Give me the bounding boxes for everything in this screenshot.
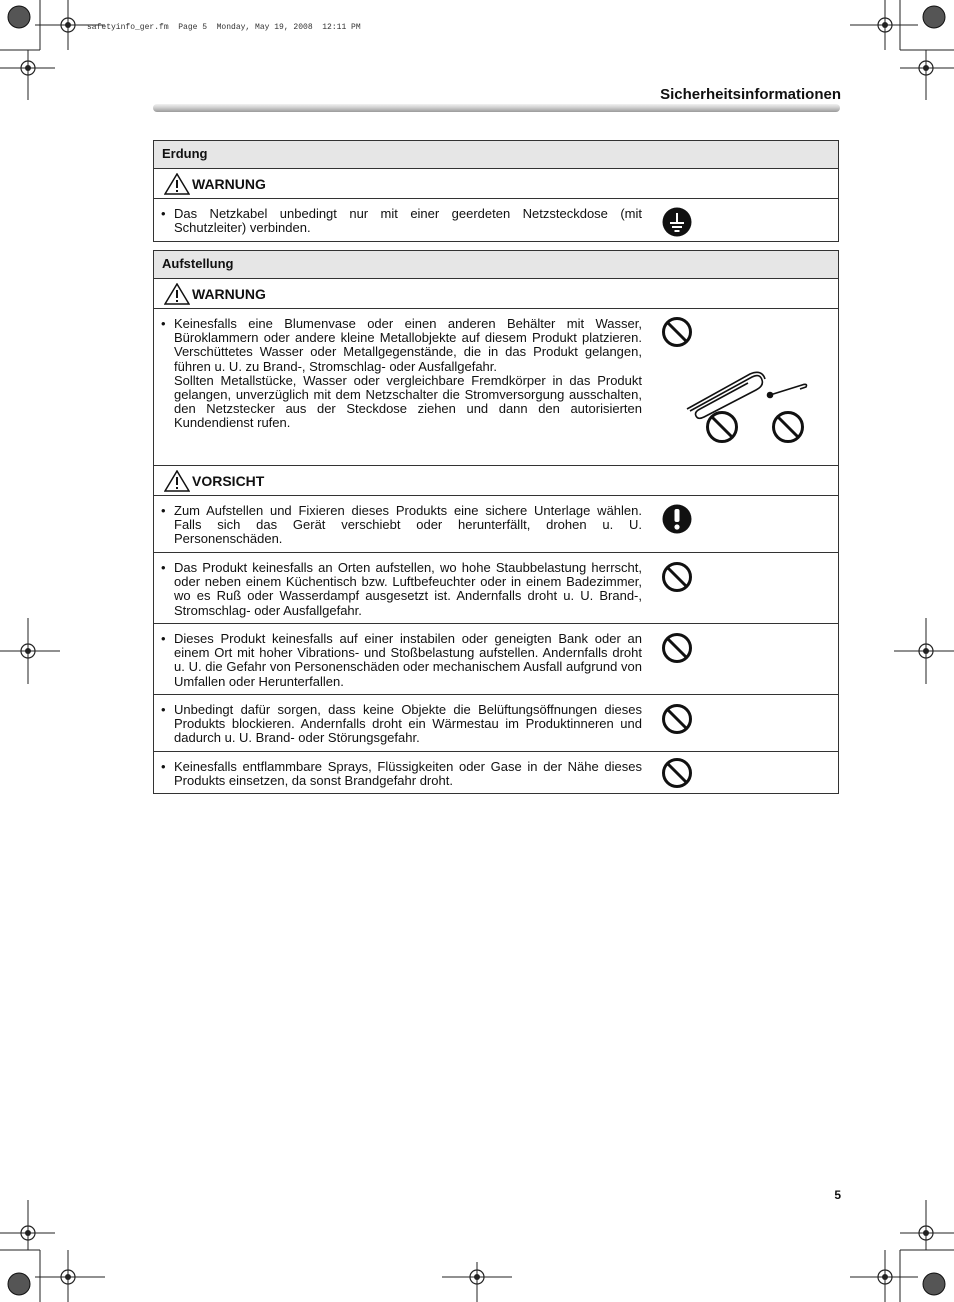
- item-text: [174, 317, 642, 431]
- print-header: safetyinfo_ger.fm Page 5 Monday, May 19, 2008 12:11 PM: [87, 23, 361, 32]
- prohibition-icon: [661, 316, 693, 348]
- section-title: Erdung: [154, 141, 838, 169]
- list-item: [154, 624, 838, 695]
- list-item: [154, 199, 838, 241]
- signal-warning: [154, 169, 838, 199]
- ground-icon: [661, 206, 693, 238]
- item-text: Zum Aufstellen und Fixieren dieses Produkts eine sichere Unterlage wählen. Falls sich das Gerät verschiebt oder herunterfällt, drohen u. U. Personenschäden.: [174, 503, 642, 547]
- list-item: [154, 695, 838, 752]
- signal-word: VORSICHT: [192, 472, 265, 489]
- list-item: [154, 553, 838, 624]
- page-heading: Sicherheitsinformationen: [660, 86, 841, 103]
- list-item: [154, 309, 838, 466]
- prohibition-icon: [661, 632, 693, 664]
- warning-triangle-icon: [164, 470, 190, 492]
- bullet: •: [161, 316, 166, 331]
- item-text: Das Produkt keinesfalls an Orten aufstellen, wo hohe Staubbelastung herrscht, oder neben einem Küchentisch bzw. Luftbefeuchter oder in einem Badezimmer, wo es Ruß oder Wasserdampf ausgesetzt ist. Andernfalls droht u. U. Brand-, Stromschlag- oder Ausfallgefahr.: [174, 560, 642, 618]
- list-item: [154, 752, 838, 794]
- mandatory-icon: [661, 503, 693, 535]
- section-erdung: [153, 140, 839, 242]
- prohibition-icon: [661, 703, 693, 735]
- section-title: Aufstellung: [154, 251, 838, 279]
- bullet: •: [161, 503, 166, 518]
- item-text: Keinesfalls entflammbare Sprays, Flüssigkeiten oder Gase in der Nähe dieses Produkts einsetzen, da sonst Brandgefahr droht.: [174, 759, 642, 789]
- heading-bar: [153, 104, 840, 112]
- paperclip-illustration: [682, 371, 812, 451]
- signal-word: WARNUNG: [192, 285, 266, 302]
- item-text: Das Netzkabel unbedingt nur mit einer geerdeten Netzsteckdose (mit Schutzleiter) verbinden.: [174, 206, 642, 236]
- prohibition-icon: [661, 757, 693, 789]
- bullet: •: [161, 560, 166, 575]
- item-text: Unbedingt dafür sorgen, dass keine Objekte die Belüftungsöffnungen dieses Produkts blockieren. Andernfalls droht ein Wärmestau im Produktinneren und dadurch u. U. Brand- oder Störungsgefahr.: [174, 702, 642, 746]
- page-number: 5: [834, 1188, 841, 1202]
- signal-caution: [154, 466, 838, 496]
- bullet: •: [161, 702, 166, 717]
- item-text-part: Sollten Metallstücke, Wasser oder vergleichbare Fremdkörper in das Produkt gelangen, unverzüglich mit dem Netzschalter die Stromversorgung ausschalten, den Netzstecker aus der Steckdose ziehen und dann den autorisierten Kundendienst rufen.: [174, 372, 642, 431]
- bullet: •: [161, 206, 166, 221]
- item-text: Dieses Produkt keinesfalls auf einer instabilen oder geneigten Bank oder an einem Ort mit hoher Vibrations- und Stoßbelastung aufstellen. Andernfalls droht u. U. die Gefahr von Personenschäden oder mechanischem Ausfall aufgrund von Umfallen oder Herunterfallen.: [174, 631, 642, 689]
- bullet: •: [161, 759, 166, 774]
- section-aufstellung: [153, 250, 839, 794]
- signal-word: WARNUNG: [192, 175, 266, 192]
- warning-triangle-icon: [164, 173, 190, 195]
- prohibition-icon: [661, 561, 693, 593]
- bullet: •: [161, 631, 166, 646]
- signal-warning: [154, 279, 838, 309]
- warning-triangle-icon: [164, 283, 190, 305]
- item-text-part: Keinesfalls eine Blumenvase oder einen anderen Behälter mit Wasser, Büroklammern oder andere kleine Metallobjekte auf diesem Produkt platzieren. Verschüttetes Wasser oder Metallgegenstände, die in das Produkt gelangen, führen u. U. zu Brand-, Stromschlag- oder Ausfallgefahr.: [174, 316, 642, 374]
- list-item: [154, 496, 838, 553]
